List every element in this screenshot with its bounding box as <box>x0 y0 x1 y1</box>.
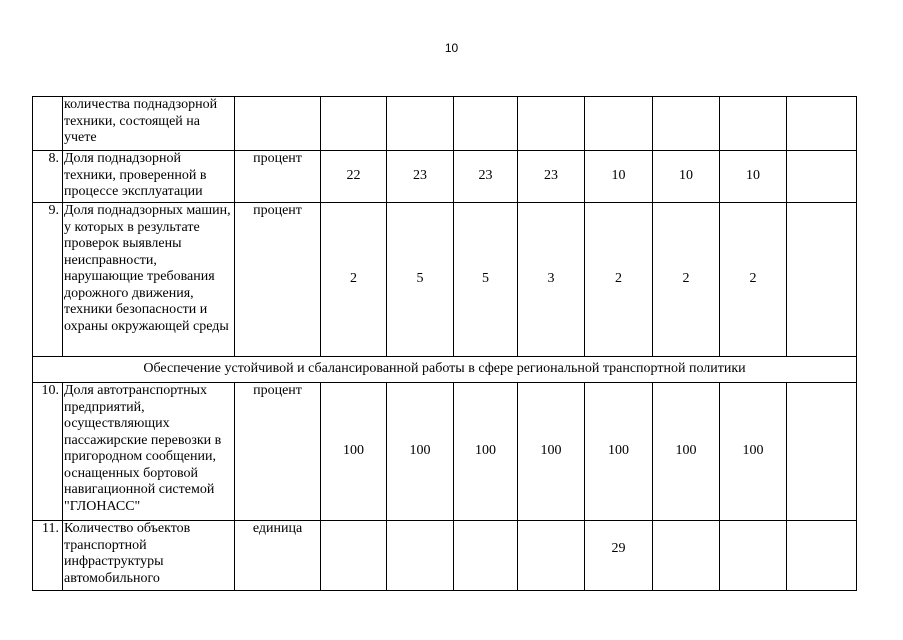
row-number: 9. <box>33 203 63 357</box>
unit-cell: процент <box>235 151 321 203</box>
value-cell <box>518 97 585 151</box>
value-cell <box>585 97 653 151</box>
value-cell <box>321 97 387 151</box>
value-cell: 100 <box>585 383 653 521</box>
row-number <box>33 97 63 151</box>
indicator-name: Доля поднадзорной техники, проверенной в процессе эксплуатации <box>63 151 235 203</box>
value-cell: 2 <box>321 203 387 357</box>
value-cell: 10 <box>720 151 787 203</box>
value-cell: 100 <box>720 383 787 521</box>
value-cell: 23 <box>518 151 585 203</box>
value-cell <box>787 521 857 591</box>
value-cell <box>720 97 787 151</box>
unit-cell: единица <box>235 521 321 591</box>
value-cell <box>653 97 720 151</box>
table-row <box>33 383 857 521</box>
page-number: 10 <box>444 41 459 55</box>
value-cell: 100 <box>454 383 518 521</box>
value-cell: 5 <box>454 203 518 357</box>
value-cell <box>653 521 720 591</box>
unit-cell <box>235 97 321 151</box>
table-row <box>33 203 857 357</box>
value-cell <box>787 383 857 521</box>
section-title: Обеспечение устойчивой и сбалансированной работы в сфере региональной транспортной политики <box>33 357 857 383</box>
value-cell: 2 <box>720 203 787 357</box>
value-cell <box>787 97 857 151</box>
value-cell <box>454 97 518 151</box>
value-cell: 100 <box>387 383 454 521</box>
unit-cell: процент <box>235 383 321 521</box>
indicator-name: Доля автотранспортных предприятий, осуществляющих пассажирские перевозки в пригородном сообщении, оснащенных бортовой навигационной системой "ГЛОНАСС" <box>63 383 235 521</box>
indicator-name: Количество объектов транспортной инфраструктуры автомобильного <box>63 521 235 591</box>
value-cell <box>387 97 454 151</box>
value-cell: 23 <box>387 151 454 203</box>
unit-cell: процент <box>235 203 321 357</box>
indicator-name: Доля поднадзорных машин, у которых в результате проверок выявлены неисправности, нарушающие требования дорожного движения, техники безопасности и охраны окружающей среды <box>63 203 235 357</box>
value-cell: 3 <box>518 203 585 357</box>
value-cell: 22 <box>321 151 387 203</box>
value-cell <box>321 521 387 591</box>
indicators-table <box>32 96 857 591</box>
value-cell: 10 <box>585 151 653 203</box>
table-row <box>33 97 857 151</box>
value-cell: 29 <box>585 521 653 591</box>
table-row <box>33 151 857 203</box>
row-number: 8. <box>33 151 63 203</box>
row-number: 10. <box>33 383 63 521</box>
value-cell: 100 <box>518 383 585 521</box>
indicator-name: количества поднадзорной техники, состоящей на учете <box>63 97 235 151</box>
table-row <box>33 521 857 591</box>
value-cell: 2 <box>653 203 720 357</box>
section-row <box>33 357 857 383</box>
value-cell: 100 <box>653 383 720 521</box>
value-cell: 23 <box>454 151 518 203</box>
value-cell: 5 <box>387 203 454 357</box>
value-cell <box>787 151 857 203</box>
value-cell <box>787 203 857 357</box>
value-cell <box>720 521 787 591</box>
value-cell <box>518 521 585 591</box>
value-cell: 10 <box>653 151 720 203</box>
value-cell <box>387 521 454 591</box>
value-cell <box>454 521 518 591</box>
row-number: 11. <box>33 521 63 591</box>
value-cell: 100 <box>321 383 387 521</box>
value-cell: 2 <box>585 203 653 357</box>
